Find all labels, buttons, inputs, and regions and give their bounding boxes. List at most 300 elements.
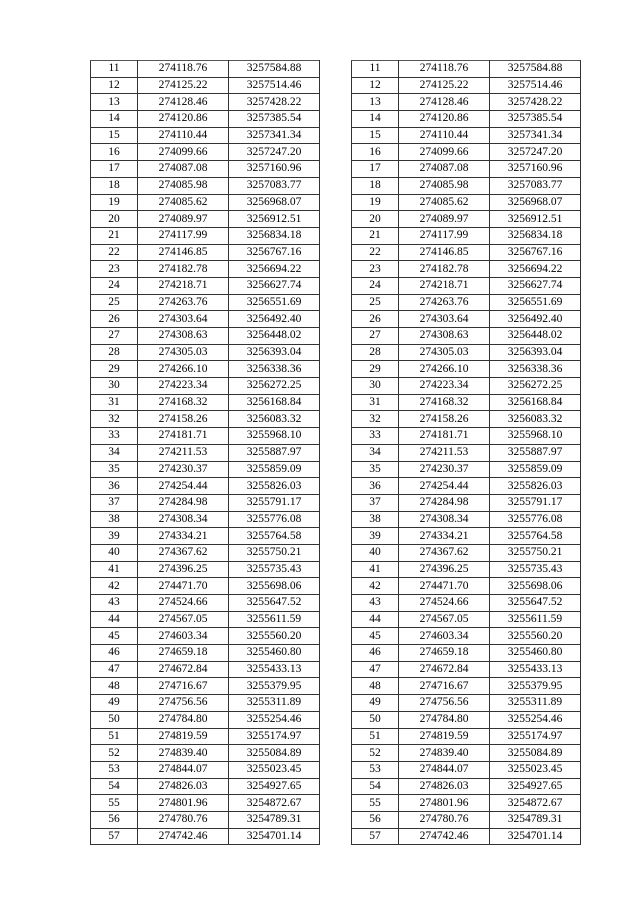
y-coordinate-cell: 3257428.22 [229,94,320,111]
table-row [352,828,581,845]
x-coordinate-cell: 274181.71 [399,428,490,445]
x-coordinate-cell: 274263.76 [399,294,490,311]
table-row [91,678,320,695]
y-coordinate-cell: 3255560.20 [229,628,320,645]
x-coordinate-cell: 274254.44 [399,478,490,495]
y-coordinate-cell: 3256767.16 [229,244,320,261]
point-number-cell: 34 [352,444,399,461]
point-number-cell: 37 [352,494,399,511]
x-coordinate-cell: 274784.80 [138,711,229,728]
y-coordinate-cell: 3254701.14 [490,828,581,845]
point-number-cell: 18 [352,177,399,194]
y-coordinate-cell: 3255764.58 [490,528,581,545]
x-coordinate-cell: 274826.03 [399,778,490,795]
table-row [91,494,320,511]
point-number-cell: 13 [352,94,399,111]
y-coordinate-cell: 3255023.45 [490,761,581,778]
x-coordinate-cell: 274784.80 [399,711,490,728]
x-coordinate-cell: 274125.22 [399,77,490,94]
point-number-cell: 42 [352,578,399,595]
table-row [91,144,320,161]
table-row [91,611,320,628]
point-number-cell: 15 [352,127,399,144]
point-number-cell: 43 [91,595,138,612]
point-number-cell: 41 [352,561,399,578]
table-row [352,394,581,411]
point-number-cell: 27 [352,328,399,345]
point-number-cell: 29 [91,361,138,378]
point-number-cell: 37 [91,494,138,511]
table-row [91,795,320,812]
table-row [352,127,581,144]
table-row [352,311,581,328]
table-row [352,144,581,161]
table-row [91,544,320,561]
point-number-cell: 56 [91,811,138,828]
point-number-cell: 49 [91,695,138,712]
y-coordinate-cell: 3257341.34 [490,127,581,144]
point-number-cell: 55 [352,795,399,812]
x-coordinate-cell: 274146.85 [138,244,229,261]
y-coordinate-cell: 3256272.25 [490,378,581,395]
y-coordinate-cell: 3255698.06 [490,578,581,595]
y-coordinate-cell: 3256338.36 [229,361,320,378]
y-coordinate-cell: 3256694.22 [229,261,320,278]
y-coordinate-cell: 3254701.14 [229,828,320,845]
x-coordinate-cell: 274659.18 [399,645,490,662]
y-coordinate-cell: 3254927.65 [229,778,320,795]
point-number-cell: 25 [91,294,138,311]
x-coordinate-cell: 274181.71 [138,428,229,445]
x-coordinate-cell: 274308.63 [399,328,490,345]
y-coordinate-cell: 3256083.32 [490,411,581,428]
point-number-cell: 25 [352,294,399,311]
point-number-cell: 51 [91,728,138,745]
x-coordinate-cell: 274120.86 [138,111,229,128]
y-coordinate-cell: 3255776.08 [490,511,581,528]
point-number-cell: 48 [352,678,399,695]
y-coordinate-cell: 3255776.08 [229,511,320,528]
table-row [352,294,581,311]
y-coordinate-cell: 3255084.89 [229,745,320,762]
y-coordinate-cell: 3255859.09 [490,461,581,478]
table-row [352,661,581,678]
x-coordinate-cell: 274819.59 [138,728,229,745]
x-coordinate-cell: 274844.07 [399,761,490,778]
y-coordinate-cell: 3254789.31 [490,811,581,828]
y-coordinate-cell: 3257584.88 [490,61,581,78]
point-number-cell: 20 [91,211,138,228]
point-number-cell: 35 [352,461,399,478]
y-coordinate-cell: 3255750.21 [490,544,581,561]
table-row [352,161,581,178]
y-coordinate-cell: 3255379.95 [229,678,320,695]
point-number-cell: 48 [91,678,138,695]
table-row [352,344,581,361]
x-coordinate-cell: 274334.21 [138,528,229,545]
point-number-cell: 33 [352,428,399,445]
table-row [91,511,320,528]
table-row [91,177,320,194]
point-number-cell: 20 [352,211,399,228]
table-row [91,595,320,612]
table-row [91,344,320,361]
y-coordinate-cell: 3256393.04 [490,344,581,361]
x-coordinate-cell: 274308.34 [138,511,229,528]
y-coordinate-cell: 3255968.10 [490,428,581,445]
y-coordinate-cell: 3256767.16 [490,244,581,261]
point-number-cell: 52 [91,745,138,762]
y-coordinate-cell: 3255791.17 [490,494,581,511]
x-coordinate-cell: 274396.25 [138,561,229,578]
table-row [352,244,581,261]
point-number-cell: 21 [91,227,138,244]
table-row [91,728,320,745]
point-number-cell: 45 [91,628,138,645]
x-coordinate-cell: 274158.26 [138,411,229,428]
x-coordinate-cell: 274603.34 [399,628,490,645]
y-coordinate-cell: 3255379.95 [490,678,581,695]
y-coordinate-cell: 3255254.46 [490,711,581,728]
table-row [91,111,320,128]
x-coordinate-cell: 274182.78 [138,261,229,278]
table-row [91,94,320,111]
table-row [352,595,581,612]
x-coordinate-cell: 274263.76 [138,294,229,311]
x-coordinate-cell: 274742.46 [138,828,229,845]
table-row [352,428,581,445]
table-row [352,578,581,595]
point-number-cell: 30 [352,378,399,395]
x-coordinate-cell: 274603.34 [138,628,229,645]
table-row [352,411,581,428]
y-coordinate-cell: 3256492.40 [490,311,581,328]
y-coordinate-cell: 3255764.58 [229,528,320,545]
table-row [352,378,581,395]
y-coordinate-cell: 3257385.54 [490,111,581,128]
point-number-cell: 16 [91,144,138,161]
x-coordinate-cell: 274266.10 [399,361,490,378]
table-row [91,127,320,144]
point-number-cell: 52 [352,745,399,762]
x-coordinate-cell: 274672.84 [399,661,490,678]
point-number-cell: 54 [352,778,399,795]
y-coordinate-cell: 3257160.96 [229,161,320,178]
x-coordinate-cell: 274471.70 [138,578,229,595]
table-row [352,227,581,244]
x-coordinate-cell: 274659.18 [138,645,229,662]
x-coordinate-cell: 274801.96 [399,795,490,812]
y-coordinate-cell: 3255611.59 [490,611,581,628]
x-coordinate-cell: 274303.64 [138,311,229,328]
y-coordinate-cell: 3256272.25 [229,378,320,395]
y-coordinate-cell: 3255611.59 [229,611,320,628]
x-coordinate-cell: 274367.62 [138,544,229,561]
point-number-cell: 27 [91,328,138,345]
y-coordinate-cell: 3254872.67 [490,795,581,812]
table-row [91,745,320,762]
x-coordinate-cell: 274110.44 [399,127,490,144]
point-number-cell: 17 [91,161,138,178]
x-coordinate-cell: 274117.99 [399,227,490,244]
point-number-cell: 28 [91,344,138,361]
x-coordinate-cell: 274801.96 [138,795,229,812]
table-row [91,711,320,728]
point-number-cell: 53 [352,761,399,778]
x-coordinate-cell: 274716.67 [138,678,229,695]
x-coordinate-cell: 274780.76 [399,811,490,828]
y-coordinate-cell: 3256448.02 [490,328,581,345]
x-coordinate-cell: 274120.86 [399,111,490,128]
table-row [352,695,581,712]
x-coordinate-cell: 274334.21 [399,528,490,545]
x-coordinate-cell: 274826.03 [138,778,229,795]
x-coordinate-cell: 274254.44 [138,478,229,495]
point-number-cell: 50 [91,711,138,728]
y-coordinate-cell: 3256492.40 [229,311,320,328]
table-row [352,561,581,578]
y-coordinate-cell: 3255174.97 [229,728,320,745]
x-coordinate-cell: 274099.66 [399,144,490,161]
x-coordinate-cell: 274085.62 [399,194,490,211]
x-coordinate-cell: 274087.08 [399,161,490,178]
point-number-cell: 46 [91,645,138,662]
point-number-cell: 31 [352,394,399,411]
y-coordinate-cell: 3256968.07 [229,194,320,211]
point-number-cell: 24 [352,277,399,294]
point-number-cell: 15 [91,127,138,144]
point-number-cell: 36 [91,478,138,495]
point-number-cell: 42 [91,578,138,595]
point-number-cell: 14 [352,111,399,128]
point-number-cell: 44 [91,611,138,628]
y-coordinate-cell: 3256968.07 [490,194,581,211]
x-coordinate-cell: 274085.98 [138,177,229,194]
point-number-cell: 44 [352,611,399,628]
x-coordinate-cell: 274672.84 [138,661,229,678]
x-coordinate-cell: 274211.53 [138,444,229,461]
y-coordinate-cell: 3257083.77 [229,177,320,194]
y-coordinate-cell: 3256627.74 [490,277,581,294]
x-coordinate-cell: 274396.25 [399,561,490,578]
point-number-cell: 49 [352,695,399,712]
point-number-cell: 23 [91,261,138,278]
x-coordinate-cell: 274367.62 [399,544,490,561]
point-number-cell: 57 [91,828,138,845]
table-row [352,645,581,662]
y-coordinate-cell: 3255460.80 [490,645,581,662]
table-row [352,778,581,795]
table-row [91,578,320,595]
y-coordinate-cell: 3257514.46 [490,77,581,94]
table-row [352,511,581,528]
table-row [352,611,581,628]
table-row [352,478,581,495]
y-coordinate-cell: 3255750.21 [229,544,320,561]
x-coordinate-cell: 274146.85 [399,244,490,261]
point-number-cell: 16 [352,144,399,161]
point-number-cell: 34 [91,444,138,461]
table-row [352,811,581,828]
y-coordinate-cell: 3255791.17 [229,494,320,511]
point-number-cell: 21 [352,227,399,244]
y-coordinate-cell: 3257584.88 [229,61,320,78]
x-coordinate-cell: 274742.46 [399,828,490,845]
y-coordinate-cell: 3254789.31 [229,811,320,828]
y-coordinate-cell: 3254927.65 [490,778,581,795]
x-coordinate-cell: 274524.66 [138,595,229,612]
x-coordinate-cell: 274303.64 [399,311,490,328]
y-coordinate-cell: 3255698.06 [229,578,320,595]
table-row [91,661,320,678]
point-number-cell: 51 [352,728,399,745]
table-row [91,227,320,244]
point-number-cell: 39 [352,528,399,545]
table-row [91,778,320,795]
table-row [91,244,320,261]
table-row [352,177,581,194]
table-row [352,194,581,211]
y-coordinate-cell: 3256168.84 [229,394,320,411]
x-coordinate-cell: 274305.03 [399,344,490,361]
table-row [91,161,320,178]
x-coordinate-cell: 274305.03 [138,344,229,361]
y-coordinate-cell: 3255735.43 [490,561,581,578]
point-number-cell: 22 [91,244,138,261]
point-number-cell: 28 [352,344,399,361]
table-row [352,328,581,345]
x-coordinate-cell: 274087.08 [138,161,229,178]
x-coordinate-cell: 274230.37 [399,461,490,478]
x-coordinate-cell: 274716.67 [399,678,490,695]
y-coordinate-cell: 3255433.13 [229,661,320,678]
point-number-cell: 31 [91,394,138,411]
point-number-cell: 40 [352,544,399,561]
y-coordinate-cell: 3256393.04 [229,344,320,361]
table-row [352,361,581,378]
y-coordinate-cell: 3255647.52 [229,595,320,612]
x-coordinate-cell: 274158.26 [399,411,490,428]
point-number-cell: 13 [91,94,138,111]
x-coordinate-cell: 274756.56 [399,695,490,712]
point-number-cell: 47 [352,661,399,678]
y-coordinate-cell: 3257514.46 [229,77,320,94]
table-row [352,544,581,561]
x-coordinate-cell: 274211.53 [399,444,490,461]
y-coordinate-cell: 3256551.69 [229,294,320,311]
point-number-cell: 32 [352,411,399,428]
x-coordinate-cell: 274844.07 [138,761,229,778]
x-coordinate-cell: 274110.44 [138,127,229,144]
table-row [91,211,320,228]
table-row [91,411,320,428]
table-row [352,111,581,128]
table-row [91,328,320,345]
x-coordinate-cell: 274099.66 [138,144,229,161]
point-number-cell: 19 [91,194,138,211]
x-coordinate-cell: 274567.05 [138,611,229,628]
x-coordinate-cell: 274567.05 [399,611,490,628]
table-row [91,628,320,645]
point-number-cell: 33 [91,428,138,445]
x-coordinate-cell: 274839.40 [138,745,229,762]
table-row [91,761,320,778]
table-row [91,444,320,461]
x-coordinate-cell: 274471.70 [399,578,490,595]
table-row [352,528,581,545]
point-number-cell: 19 [352,194,399,211]
table-row [352,728,581,745]
x-coordinate-cell: 274089.97 [138,211,229,228]
table-row [352,444,581,461]
x-coordinate-cell: 274230.37 [138,461,229,478]
y-coordinate-cell: 3256448.02 [229,328,320,345]
y-coordinate-cell: 3255826.03 [490,478,581,495]
coordinate-table-right [351,60,581,845]
y-coordinate-cell: 3256912.51 [229,211,320,228]
y-coordinate-cell: 3255859.09 [229,461,320,478]
point-number-cell: 36 [352,478,399,495]
table-row [352,277,581,294]
y-coordinate-cell: 3256694.22 [490,261,581,278]
table-row [352,628,581,645]
point-number-cell: 26 [91,311,138,328]
x-coordinate-cell: 274128.46 [138,94,229,111]
y-coordinate-cell: 3256912.51 [490,211,581,228]
x-coordinate-cell: 274117.99 [138,227,229,244]
point-number-cell: 18 [91,177,138,194]
x-coordinate-cell: 274284.98 [399,494,490,511]
y-coordinate-cell: 3255560.20 [490,628,581,645]
x-coordinate-cell: 274223.34 [399,378,490,395]
point-number-cell: 41 [91,561,138,578]
point-number-cell: 30 [91,378,138,395]
point-number-cell: 11 [91,61,138,78]
x-coordinate-cell: 274780.76 [138,811,229,828]
x-coordinate-cell: 274118.76 [399,61,490,78]
y-coordinate-cell: 3255254.46 [229,711,320,728]
y-coordinate-cell: 3255174.97 [490,728,581,745]
table-row [91,828,320,845]
table-row [352,761,581,778]
y-coordinate-cell: 3255311.89 [229,695,320,712]
y-coordinate-cell: 3256338.36 [490,361,581,378]
y-coordinate-cell: 3255647.52 [490,595,581,612]
x-coordinate-cell: 274839.40 [399,745,490,762]
point-number-cell: 50 [352,711,399,728]
table-row [352,745,581,762]
point-number-cell: 24 [91,277,138,294]
x-coordinate-cell: 274168.32 [138,394,229,411]
point-number-cell: 12 [352,77,399,94]
point-number-cell: 40 [91,544,138,561]
x-coordinate-cell: 274756.56 [138,695,229,712]
x-coordinate-cell: 274125.22 [138,77,229,94]
point-number-cell: 29 [352,361,399,378]
y-coordinate-cell: 3255887.97 [490,444,581,461]
y-coordinate-cell: 3256834.18 [229,227,320,244]
y-coordinate-cell: 3257385.54 [229,111,320,128]
y-coordinate-cell: 3256834.18 [490,227,581,244]
y-coordinate-cell: 3255084.89 [490,745,581,762]
table-row [91,311,320,328]
y-coordinate-cell: 3255887.97 [229,444,320,461]
x-coordinate-cell: 274085.98 [399,177,490,194]
table-body [352,61,581,845]
point-number-cell: 32 [91,411,138,428]
table-row [91,77,320,94]
point-number-cell: 14 [91,111,138,128]
